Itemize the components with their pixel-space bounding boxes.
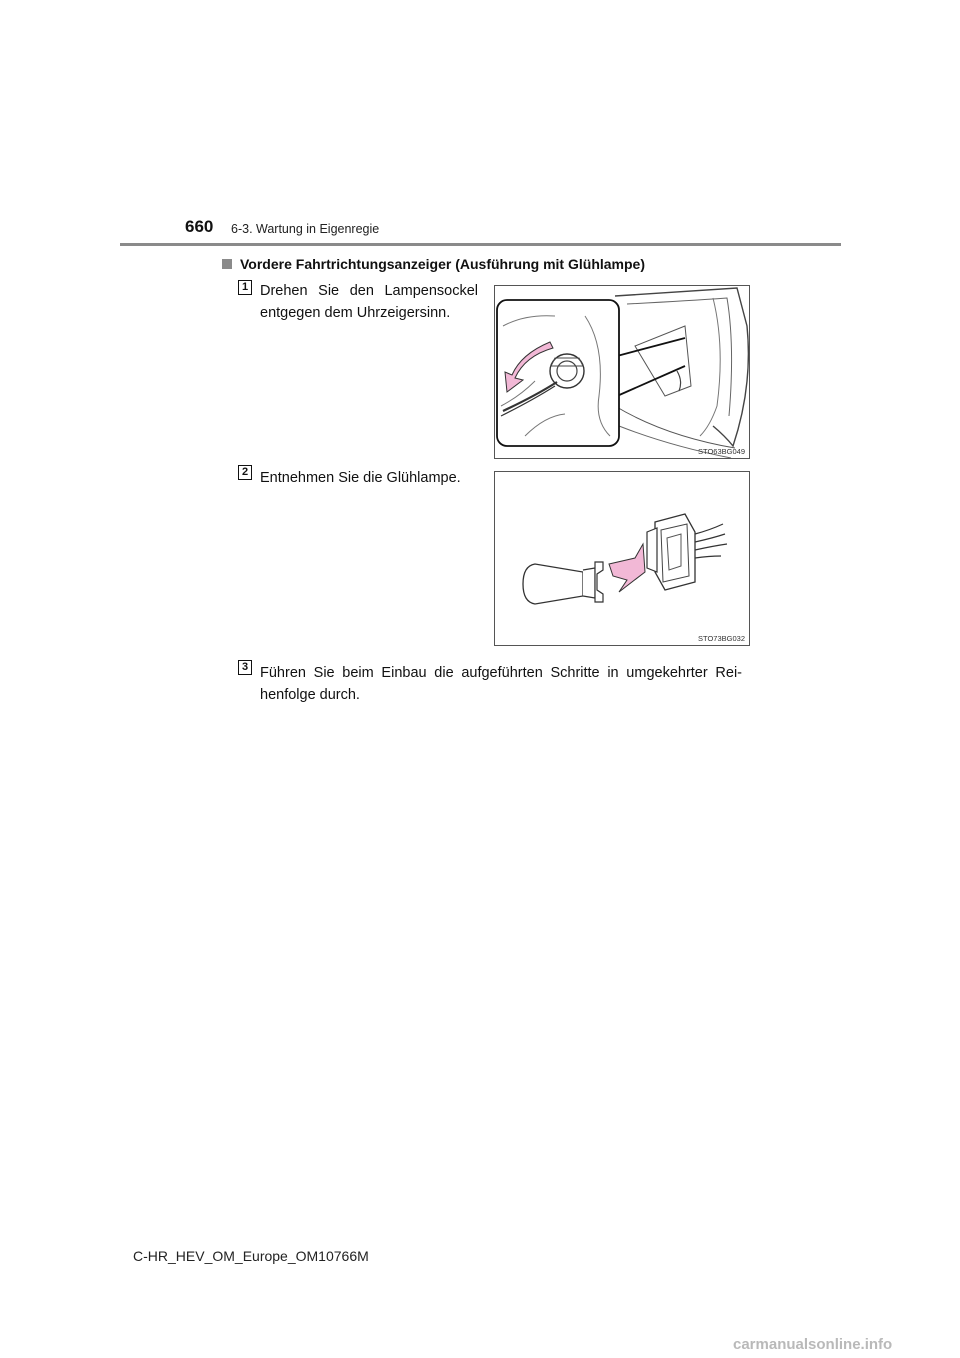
step-1-badge: 1 <box>238 280 252 295</box>
header-rule <box>120 243 841 246</box>
figure-lamp-socket-rotate <box>494 285 750 459</box>
illustration-bulb-socket <box>495 472 750 646</box>
step-2-badge: 2 <box>238 465 252 480</box>
step-3-line-1: Führen Sie beim Einbau die aufgeführten Schritte in umgekehrter Rei- <box>260 665 742 681</box>
step-3-text <box>260 662 742 706</box>
illustration-headlamp <box>495 286 750 459</box>
figure-remove-bulb <box>494 471 750 646</box>
page-number: 660 <box>185 217 214 236</box>
section-title: 6-3. Wartung in Eigenregie <box>231 222 380 236</box>
square-bullet-icon <box>222 259 232 269</box>
step-3-badge: 3 <box>238 660 252 675</box>
figure-code: STO63BG049 <box>698 447 745 456</box>
watermark: carmanualsonline.info <box>733 1336 893 1353</box>
step-1-text <box>260 280 478 324</box>
subheading-text: Vordere Fahrtrichtungsanzeiger (Ausführung mit Glühlampe) <box>240 256 645 272</box>
footer-document-code: C-HR_HEV_OM_Europe_OM10766M <box>133 1248 369 1264</box>
figure-code: STO73BG032 <box>698 634 745 643</box>
step-2-text: Entnehmen Sie die Glühlampe. <box>260 470 461 486</box>
step-1-line-2: entgegen dem Uhrzeigersinn. <box>260 305 451 321</box>
step-3-line-2: henfolge durch. <box>260 687 360 703</box>
subheading <box>222 256 645 272</box>
step-1-line-1: Drehen Sie den Lampensockel <box>260 283 478 299</box>
